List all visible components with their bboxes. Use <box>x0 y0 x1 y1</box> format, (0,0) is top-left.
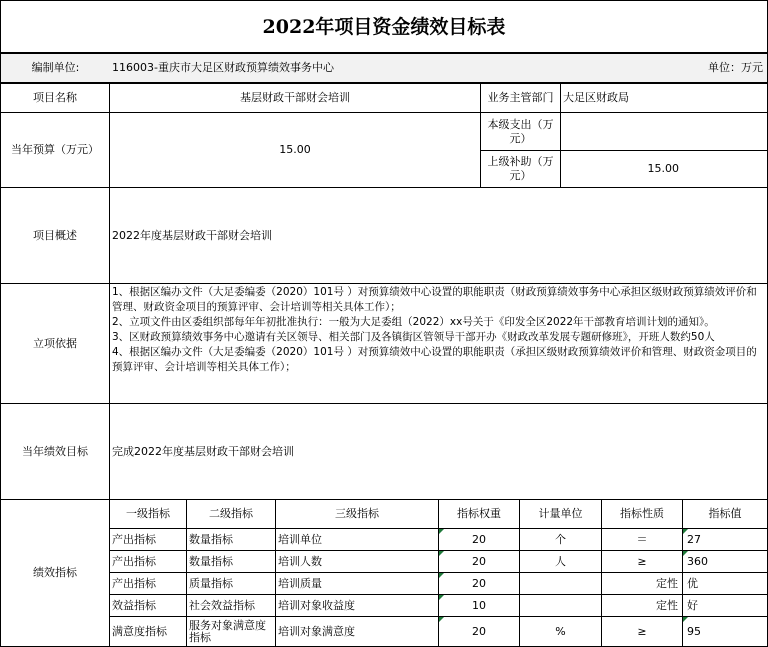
row5-value: 95 <box>682 616 768 647</box>
header-level1: 一级指标 <box>109 499 187 529</box>
row4-value: 好 <box>682 594 768 617</box>
basis-label: 立项依据 <box>0 283 110 404</box>
row2-level3: 培训人数 <box>275 550 439 573</box>
row5-weight: 20 <box>438 616 520 647</box>
row2-unit: 人 <box>519 550 602 573</box>
row4-level1: 效益指标 <box>109 594 187 617</box>
row2-level2: 数量指标 <box>186 550 276 573</box>
row5-level3: 培训对象满意度 <box>275 616 439 647</box>
row1-level1: 产出指标 <box>109 528 187 551</box>
row3-level1: 产出指标 <box>109 572 187 595</box>
overview-text: 2022年度基层财政干部财会培训 <box>109 187 768 284</box>
row1-level2: 数量指标 <box>186 528 276 551</box>
row4-nature: 定性 <box>601 594 683 617</box>
row1-unit: 个 <box>519 528 602 551</box>
row2-value: 360 <box>682 550 768 573</box>
row5-nature: ≥ <box>601 616 683 647</box>
row3-nature: 定性 <box>601 572 683 595</box>
row3-level3: 培训质量 <box>275 572 439 595</box>
local-expense-value <box>560 112 768 151</box>
row5-level1: 满意度指标 <box>109 616 187 647</box>
budget-total: 15.00 <box>109 112 481 188</box>
header-value: 指标值 <box>682 499 768 529</box>
row1-nature: ＝ <box>601 528 683 551</box>
row4-unit <box>519 594 602 617</box>
row1-value: 27 <box>682 528 768 551</box>
row3-weight: 20 <box>438 572 520 595</box>
row4-weight: 10 <box>438 594 520 617</box>
header-weight: 指标权重 <box>438 499 520 529</box>
header-level3: 三级指标 <box>275 499 439 529</box>
row1-weight: 20 <box>438 528 520 551</box>
row4-level3: 培训对象收益度 <box>275 594 439 617</box>
dept-label: 业务主管部门 <box>480 83 561 113</box>
goal-text: 完成2022年度基层财政干部财会培训 <box>109 403 768 500</box>
row3-level2: 质量指标 <box>186 572 276 595</box>
overview-label: 项目概述 <box>0 187 110 284</box>
row2-weight: 20 <box>438 550 520 573</box>
unit-label: 编制单位: <box>0 53 110 83</box>
money-unit: 单位：万元 <box>650 53 768 83</box>
header-nature: 指标性质 <box>601 499 683 529</box>
row2-level1: 产出指标 <box>109 550 187 573</box>
row1-level3: 培训单位 <box>275 528 439 551</box>
row3-value: 优 <box>682 572 768 595</box>
header-unit: 计量单位 <box>519 499 602 529</box>
unit-value: 116003-重庆市大足区财政预算绩效事务中心 <box>110 53 650 83</box>
sheet-title: 2022年项目资金绩效目标表 <box>0 0 768 53</box>
budget-label: 当年预算（万元） <box>0 112 110 188</box>
project-name: 基层财政干部财会培训 <box>109 83 481 113</box>
superior-subsidy-value: 15.00 <box>560 150 768 188</box>
local-expense-label: 本级支出（万元） <box>480 112 561 151</box>
header-level2: 二级指标 <box>186 499 276 529</box>
superior-subsidy-label: 上级补助（万元） <box>480 150 561 188</box>
goal-label: 当年绩效目标 <box>0 403 110 500</box>
row4-level2: 社会效益指标 <box>186 594 276 617</box>
project-name-label: 项目名称 <box>0 83 110 113</box>
row3-unit <box>519 572 602 595</box>
dept-value: 大足区财政局 <box>560 83 768 113</box>
row5-level2: 服务对象满意度指标 <box>186 616 276 647</box>
indicator-label: 绩效指标 <box>0 499 110 647</box>
row2-nature: ≥ <box>601 550 683 573</box>
row5-unit: % <box>519 616 602 647</box>
basis-text: 1、根据区编办文件（大足委编委（2020）101号 ）对预算绩效中心设置的职能职责（财政预算绩效事务中心承担区级财政预算绩效评价和管理、财政资金项目的预算评审、会计培训等相关具体工作）； 2、立项文件由区委组织部每年年初批准执行：一般为大足委组（2022）xx号关于《印发全区2022年干部教育培训计划的通知》。 3、区财政预算绩效事务中心邀请有关区领导、相关部门及各镇街区管领导干部开办《财政改革发展专题研修班》，开班人数约50人 4、根据区编办文件（大足委编委（2020）101号 ）对预算绩效中心设置的职能职责（承担区级财政预算绩效评价和管理、财政资金项目的预算评审、会计培训等相关具体工作）； <box>109 283 768 404</box>
